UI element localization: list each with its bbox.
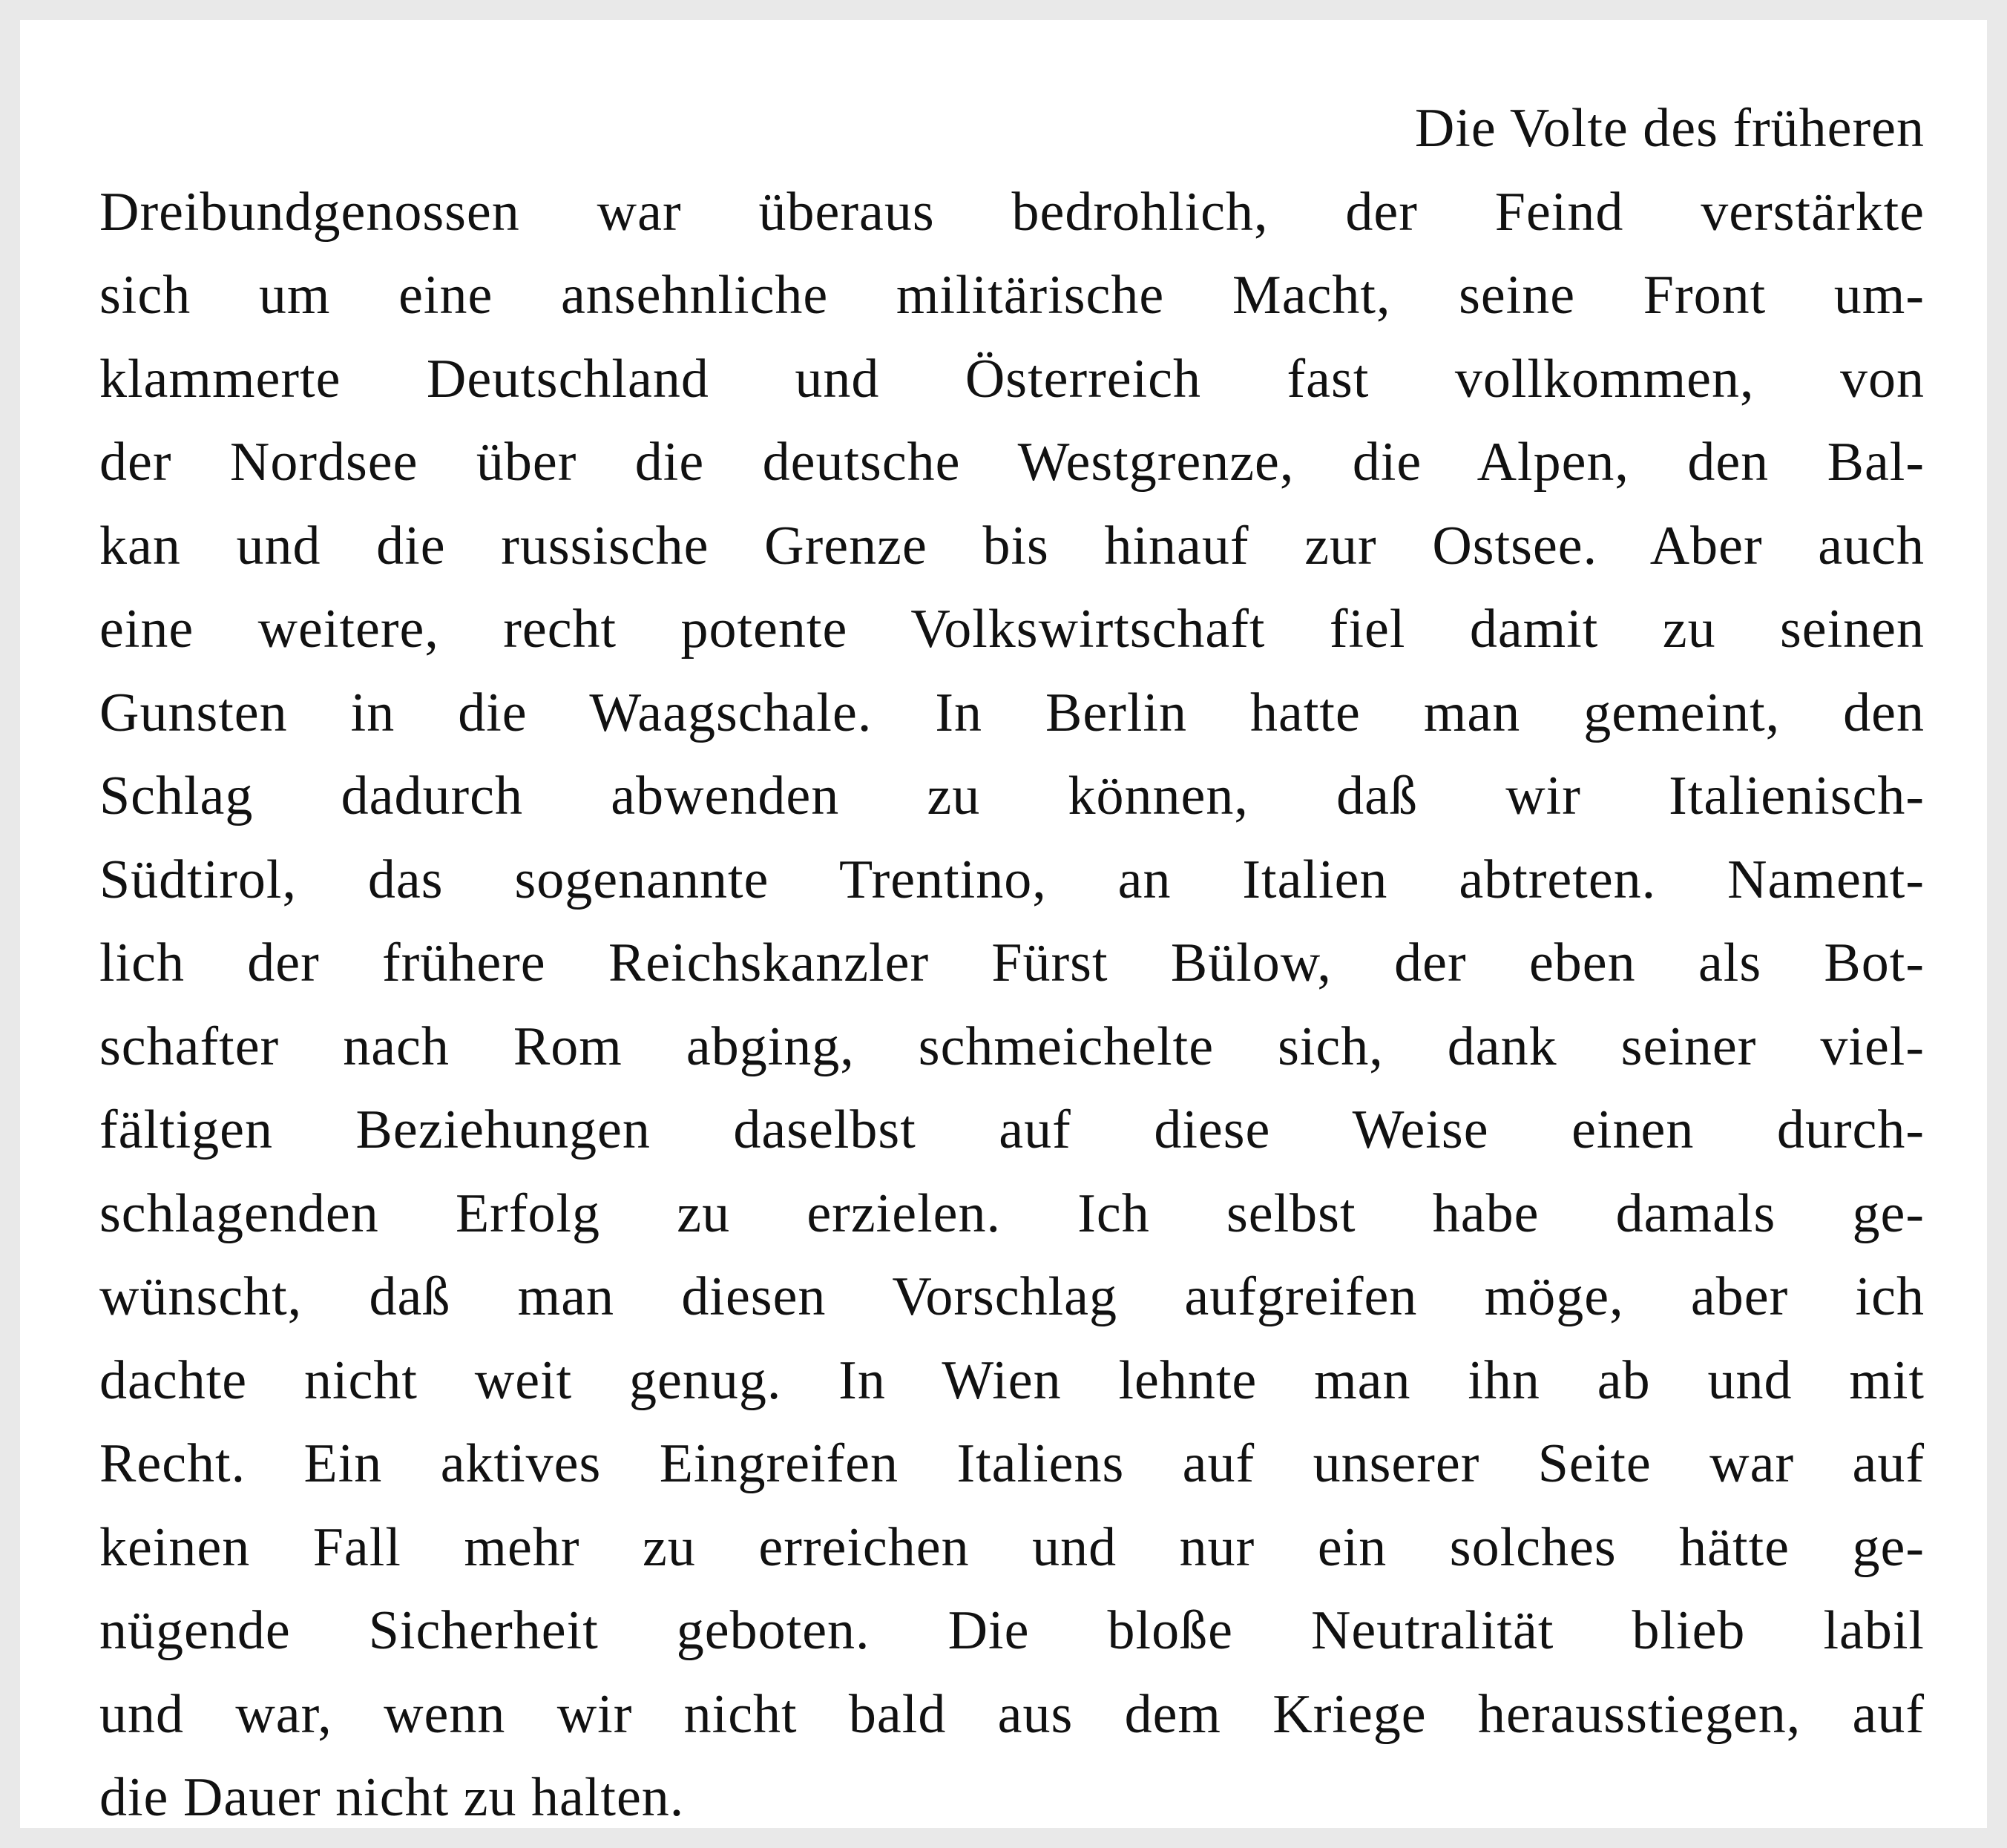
text-line: eine weitere, recht potente Volkswirtschaft fiel damit zu seinen <box>99 599 1925 660</box>
text-line: sich um eine ansehnliche militärische Macht, seine Front um- <box>99 265 1925 326</box>
body-text <box>99 87 1925 1840</box>
text-line: wünscht, daß man diesen Vorschlag aufgreifen möge, aber ich <box>99 1266 1925 1327</box>
text-line: lich der frühere Reichskanzler Fürst Bülow, der eben als Bot- <box>99 933 1925 993</box>
text-line: fältigen Beziehungen daselbst auf diese Weise einen durch- <box>99 1099 1925 1160</box>
text-line: Recht. Ein aktives Eingreifen Italiens auf unserer Seite war auf <box>99 1433 1925 1494</box>
text-line: die Dauer nicht zu halten. <box>99 1767 685 1828</box>
text-line: Die Volte des früheren <box>1414 98 1925 159</box>
text-line: Schlag dadurch abwenden zu können, daß wir Italienisch- <box>99 766 1925 826</box>
text-line: kan und die russische Grenze bis hinauf zur Ostsee. Aber auch <box>99 515 1925 576</box>
text-line: klammerte Deutschland und Österreich fast vollkommen, von <box>99 348 1925 410</box>
text-line: keinen Fall mehr zu erreichen und nur ein solches hätte ge- <box>99 1516 1925 1578</box>
text-line: dachte nicht weit genug. In Wien lehnte man ihn ab und mit <box>99 1349 1925 1411</box>
text-line: Südtirol, das sogenannte Trentino, an Italien abtreten. Nament- <box>99 849 1925 910</box>
text-line: und war, wenn wir nicht bald aus dem Kriege herausstiegen, auf <box>99 1683 1925 1745</box>
text-line: Dreibundgenossen war überaus bedrohlich, der Feind verstärkte <box>99 181 1925 243</box>
document-page <box>20 20 1987 1828</box>
text-line: schlagenden Erfolg zu erzielen. Ich selbst habe damals ge- <box>99 1183 1925 1244</box>
text-line: schafter nach Rom abging, schmeichelte sich, dank seiner viel- <box>99 1016 1925 1077</box>
text-line: Gunsten in die Waagschale. In Berlin hatte man gemeint, den <box>99 682 1925 743</box>
text-line: der Nordsee über die deutsche Westgrenze, die Alpen, den Bal- <box>99 432 1925 493</box>
text-line: nügende Sicherheit geboten. Die bloße Neutralität blieb labil <box>99 1600 1925 1661</box>
